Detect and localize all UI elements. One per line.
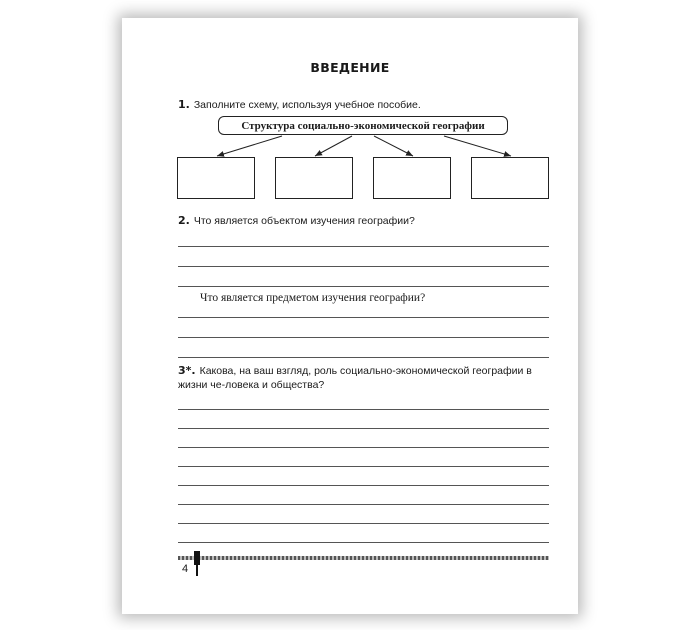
scheme-title-text: Структура социально-экономической географии [241, 119, 485, 132]
scheme-answer-box-2[interactable] [275, 157, 353, 199]
workbook-page [122, 18, 578, 614]
arrow-to-box-3 [374, 136, 413, 156]
footer-dotted-rule [178, 556, 549, 560]
footer-marker-stem [196, 564, 198, 576]
answer-line[interactable] [178, 286, 549, 287]
arrow-to-box-2 [315, 136, 352, 156]
answer-line[interactable] [178, 542, 549, 543]
scheme-answer-box-4[interactable] [471, 157, 549, 199]
answer-line[interactable] [178, 523, 549, 524]
scheme-answer-box-3[interactable] [373, 157, 451, 199]
scheme-answer-box-1[interactable] [177, 157, 255, 199]
answer-line[interactable] [178, 447, 549, 448]
arrow-to-box-4 [444, 136, 511, 156]
question-2-subquestion: Что является предметом изучения географии? [200, 292, 426, 304]
answer-line[interactable] [178, 317, 549, 318]
question-1 [178, 98, 421, 112]
answer-line[interactable] [178, 266, 549, 267]
question-2-text: Что является объектом изучения географии? [193, 215, 415, 227]
answer-line[interactable] [178, 409, 549, 410]
page-title: ВВЕДЕНИЕ [310, 60, 390, 75]
answer-line[interactable] [178, 428, 549, 429]
footer-marker [194, 551, 200, 565]
question-1-number: 1. [178, 98, 190, 111]
arrow-to-box-1 [217, 136, 282, 156]
answer-line[interactable] [178, 246, 549, 247]
answer-line[interactable] [178, 485, 549, 486]
answer-line[interactable] [178, 504, 549, 505]
question-3-number: 3*. [178, 364, 196, 377]
answer-line[interactable] [178, 466, 549, 467]
question-3 [178, 364, 550, 392]
question-2-number: 2. [178, 214, 190, 227]
answer-line[interactable] [178, 337, 549, 338]
question-1-text: Заполните схему, используя учебное пособие. [193, 99, 421, 111]
question-3-text: Какова, на ваш взгляд, роль социально-экономической географии в жизни че-ловека и общества? [178, 365, 532, 391]
scheme-title-box [218, 116, 508, 135]
page-number: 4 [182, 563, 189, 575]
question-2 [178, 214, 415, 228]
answer-line[interactable] [178, 357, 549, 358]
